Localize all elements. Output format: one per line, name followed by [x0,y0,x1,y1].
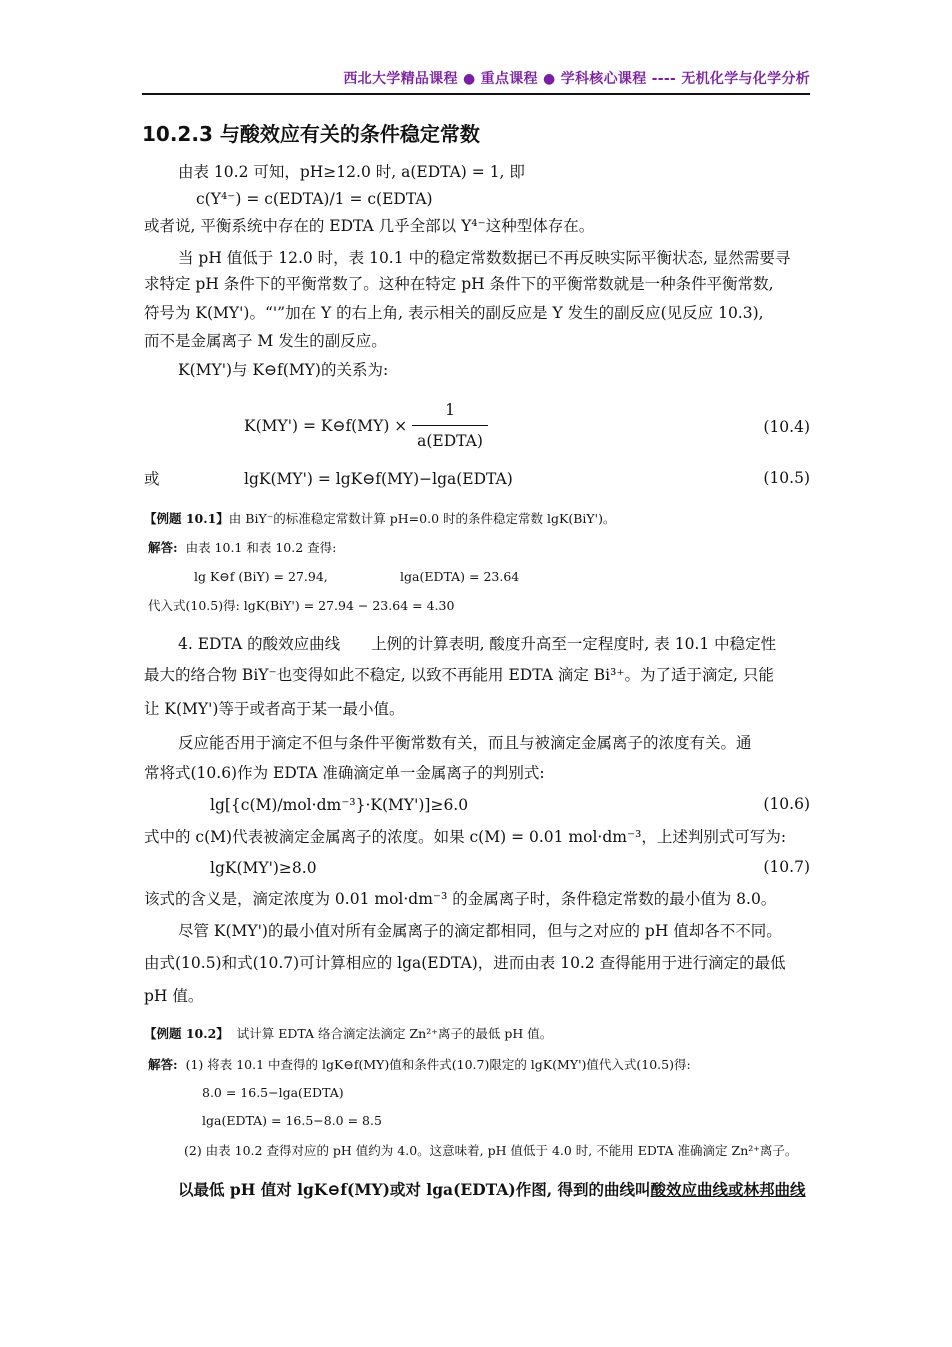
answer-value: lga(EDTA) = 23.64 [400,569,520,584]
answer-value: lg K⊖f (BiY) = 27.94, [194,569,328,584]
equation-number: (10.5) [763,469,810,487]
paragraph-line: 由表 10.2 可知，pH≥12.0 时, a(EDTA) = 1, 即 [178,163,525,181]
example-label: 【例题 10.1】 [144,511,229,526]
equation-body: lgK(MY') = lgK⊖f(MY)−lga(EDTA) [244,470,513,488]
paragraph-line: 常将式(10.6)作为 EDTA 准确滴定单一金属离子的判别式: [144,764,545,782]
answer-conclusion: (2) 由表 10.2 查得对应的 pH 值约为 4.0。这意味着, pH 值低于 4.0 时, 不能用 EDTA 准确滴定 Zn²⁺离子。 [184,1143,798,1158]
paragraph-line: 符号为 K(MY')。“'”加在 Y 的右上角, 表示相关的副反应是 Y 发生的副反应(见反应 10.3), [144,304,764,322]
equation-body: lgK(MY')≥8.0 [210,859,317,877]
paragraph-line: 求特定 pH 条件下的平衡常数了。这种在特定 pH 条件下的平衡常数就是一种条件平衡常数, [144,275,774,293]
conclusion-text: 以最低 pH 值对 lgK⊖f(MY)或对 lga(EDTA)作图, 得到的曲线叫 [178,1180,651,1199]
paragraph-line: 反应能否用于滴定不但与条件平衡常数有关，而且与被滴定金属离子的浓度有关。通 [178,734,752,752]
answer-line [148,538,336,558]
equation-prefix: 或 [144,470,160,488]
answer-label: 解答: [148,540,178,555]
example-label: 【例题 10.2】 [144,1026,229,1041]
equation-lhs: K(MY') = K⊖f(MY) × [244,417,408,435]
equation-number: (10.6) [763,795,810,813]
answer-line [148,1055,691,1075]
paragraph-line: 让 K(MY')等于或者高于某一最小值。 [144,700,405,718]
answer-result: 代入式(10.5)得: lgK(BiY') = 27.94 − 23.64 = 4.30 [148,598,455,613]
fraction-denominator: a(EDTA) [417,432,483,450]
equation-number: (10.7) [763,858,810,876]
paragraph-line: 4. EDTA 的酸效应曲线 上例的计算表明, 酸度升高至一定程度时, 表 10.1 中稳定性 [178,635,777,653]
answer-equation: lga(EDTA) = 16.5−8.0 = 8.5 [202,1113,382,1128]
equation-body: lg[{c(M)/mol·dm⁻³}·K(MY')]≥6.0 [210,796,469,814]
answer-text: 由表 10.1 和表 10.2 查得: [185,540,337,555]
paragraph-line: 当 pH 值低于 12.0 时，表 10.1 中的稳定常数数据已不再反映实际平衡状态, 显然需要寻 [178,249,791,267]
paragraph-line: 最大的络合物 BiY⁻也变得如此不稳定, 以致不再能用 EDTA 滴定 Bi³⁺。为了适于滴定, 只能 [144,666,774,684]
paragraph-line: 该式的含义是，滴定浓度为 0.01 mol·dm⁻³ 的金属离子时，条件稳定常数的最小值为 8.0。 [144,890,777,908]
paragraph-line: 或者说, 平衡系统中存在的 EDTA 几乎全部以 Y⁴⁻这种型体存在。 [144,217,595,235]
answer-label: 解答: [148,1057,178,1072]
paragraph-line: pH 值。 [144,987,204,1005]
paragraph-line: 由式(10.5)和式(10.7)可计算相应的 lga(EDTA)，进而由表 10.2 查得能用于进行滴定的最低 [144,954,786,972]
equation-number: (10.4) [763,418,810,436]
answer-equation: 8.0 = 16.5−lga(EDTA) [202,1085,344,1100]
fraction-bar [412,425,488,426]
paragraph-line: 而不是金属离子 M 发生的副反应。 [144,332,387,350]
example-title [144,509,615,529]
example-text: 试计算 EDTA 络合滴定法滴定 Zn²⁺离子的最低 pH 值。 [236,1026,553,1041]
conclusion-line [178,1180,806,1200]
header-rule [142,93,810,95]
example-text: 由 BiY⁻的标准稳定常数计算 pH=0.0 时的条件稳定常数 lgK(BiY')。 [228,511,616,526]
paragraph-line: 式中的 c(M)代表被滴定金属离子的浓度。如果 c(M) = 0.01 mol·dm⁻³，上述判别式可写为: [144,828,787,846]
answer-text: (1) 将表 10.1 中查得的 lgK⊖f(MY)值和条件式(10.7)限定的 lgK(MY')值代入式(10.5)得: [185,1057,691,1072]
paragraph-line: 尽管 K(MY')的最小值对所有金属离子的滴定都相同，但与之对应的 pH 值却各不不同。 [178,922,782,940]
curve-term: 酸效应曲线或林邦曲线 [650,1180,806,1199]
fraction-numerator: 1 [445,401,455,419]
paragraph-line: K(MY')与 K⊖f(MY)的关系为: [178,361,389,379]
running-header: 西北大学精品课程 ● 重点课程 ● 学科核心课程 ---- 无机化学与化学分析 [343,71,810,87]
example-title [144,1024,552,1044]
equation-line: c(Y⁴⁻) = c(EDTA)/1 = c(EDTA) [196,190,433,208]
section-title: 10.2.3 与酸效应有关的条件稳定常数 [142,122,480,146]
